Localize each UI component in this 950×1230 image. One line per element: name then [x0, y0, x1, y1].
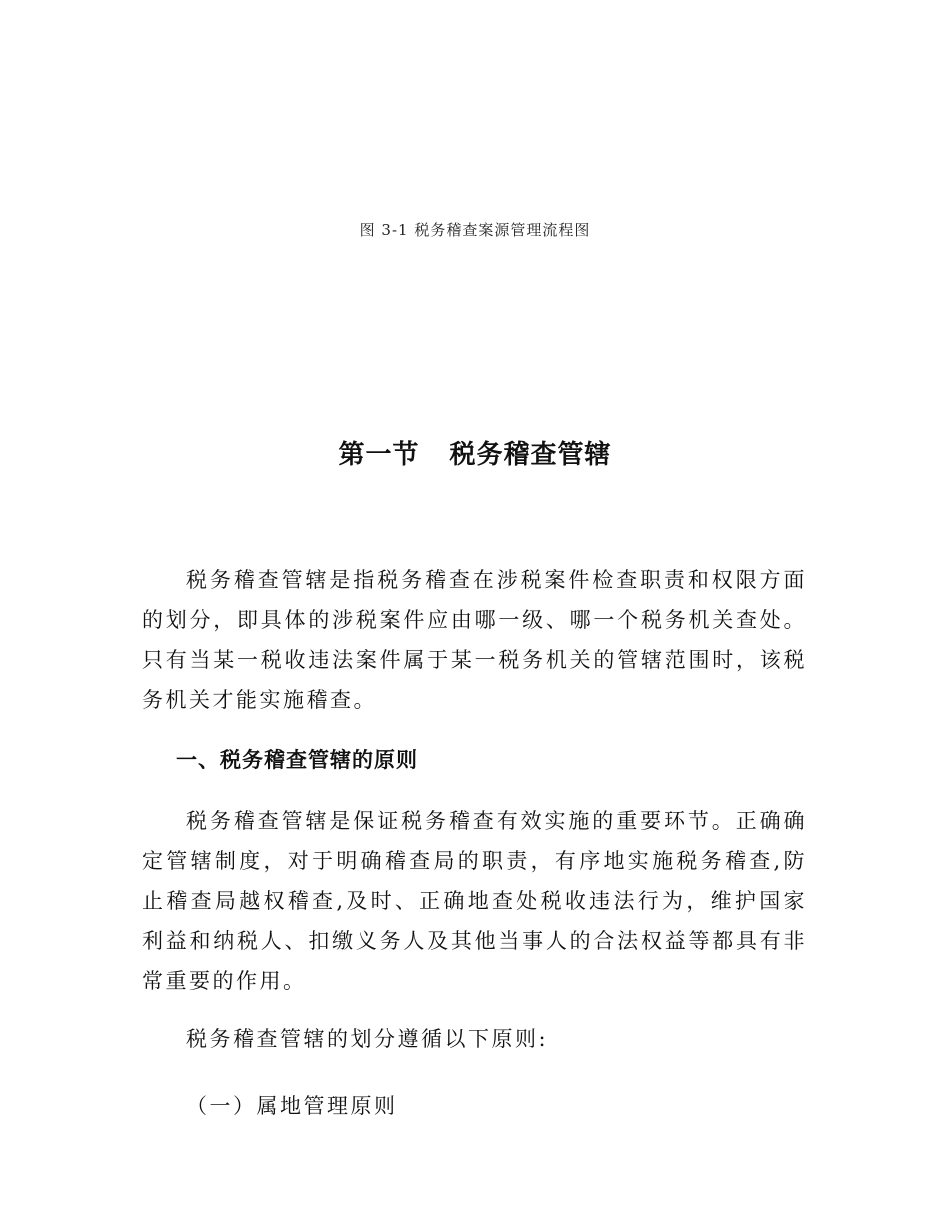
figure-caption: 图 3-1 税务稽查案源管理流程图 [359, 221, 591, 239]
paragraph-principles-intro: 税务稽查管辖的划分遵循以下原则: [186, 1027, 549, 1051]
section-title-text: 税务稽查管辖 [449, 440, 612, 470]
section-number: 第一节 [338, 440, 420, 470]
paragraph-definition: 税务稽查管辖是指税务稽查在涉税案件检查职责和权限方面的划分，即具体的涉税案件应由哪一级、哪一个税务机关查处。只有当某一税收违法案件属于某一税务机关的管辖范围时，该税务机关才能实施稽查。 [142, 568, 807, 712]
section-title [0, 434, 950, 471]
principle-heading-territorial: （一）属地管理原则 [186, 1094, 398, 1118]
subsection-heading: 一、税务稽查管辖的原则 [176, 748, 418, 772]
paragraph-importance: 税务稽查管辖是保证税务稽查有效实施的重要环节。正确确定管辖制度，对于明确稽查局的职责，有序地实施税务稽查,防止稽查局越权稽查,及时、正确地查处税收违法行为，维护国家利益和纳税人、扣缴义务人及其他当事人的合法权益等都具有非常重要的作用。 [142, 809, 807, 993]
